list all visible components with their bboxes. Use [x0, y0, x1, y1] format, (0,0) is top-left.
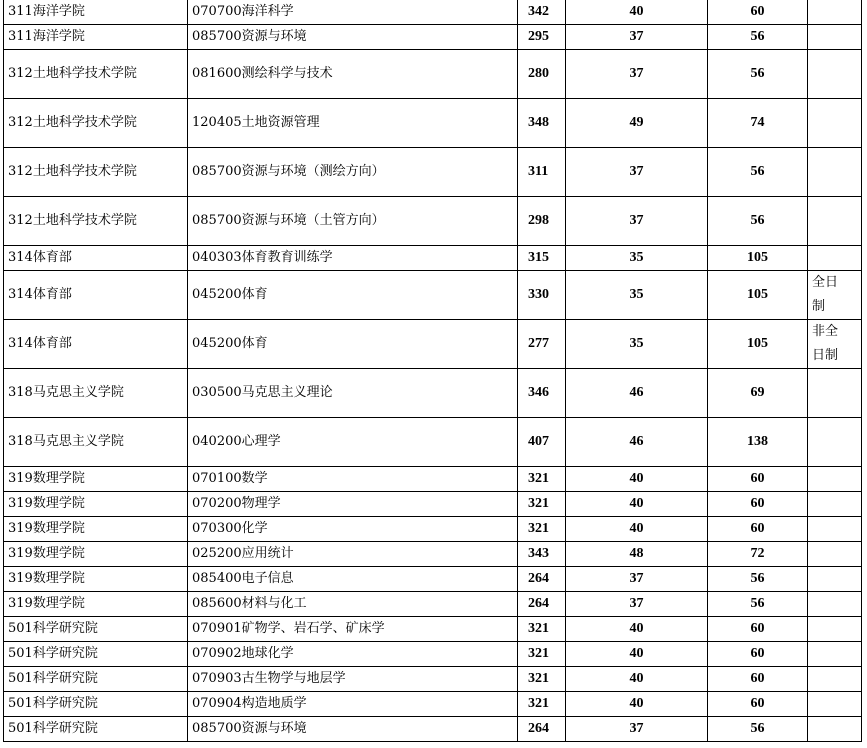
- college-cell: 319数理学院: [4, 467, 188, 492]
- note-cell: [808, 418, 862, 467]
- single-subject-score-150-cell: 56: [708, 25, 808, 50]
- table-row: [4, 246, 862, 271]
- single-subject-score-100-cell: 48: [566, 542, 708, 567]
- single-subject-score-150-cell: 56: [708, 717, 808, 742]
- total-score-cell: 321: [518, 467, 566, 492]
- major-cell: 045200体育: [188, 320, 518, 369]
- total-score-cell: 330: [518, 271, 566, 320]
- total-score-cell: 321: [518, 517, 566, 542]
- major-cell: 025200应用统计: [188, 542, 518, 567]
- major-cell: 070902地球化学: [188, 642, 518, 667]
- note-cell: [808, 617, 862, 642]
- total-score-cell: 321: [518, 667, 566, 692]
- note-cell: [808, 148, 862, 197]
- single-subject-score-150-cell: 60: [708, 642, 808, 667]
- college-cell: 318马克思主义学院: [4, 369, 188, 418]
- major-cell: 070100数学: [188, 467, 518, 492]
- total-score-cell: 295: [518, 25, 566, 50]
- college-cell: 501科学研究院: [4, 667, 188, 692]
- table-row: [4, 617, 862, 642]
- table-row: [4, 642, 862, 667]
- note-cell: [808, 542, 862, 567]
- college-cell: 319数理学院: [4, 592, 188, 617]
- total-score-cell: 321: [518, 692, 566, 717]
- table-row: [4, 25, 862, 50]
- note-cell: [808, 246, 862, 271]
- major-cell: 040200心理学: [188, 418, 518, 467]
- college-cell: 312土地科学技术学院: [4, 99, 188, 148]
- total-score-cell: 321: [518, 492, 566, 517]
- table-row: [4, 99, 862, 148]
- single-subject-score-150-cell: 60: [708, 517, 808, 542]
- single-subject-score-150-cell: 60: [708, 0, 808, 25]
- total-score-cell: 342: [518, 0, 566, 25]
- single-subject-score-100-cell: 35: [566, 246, 708, 271]
- college-cell: 501科学研究院: [4, 642, 188, 667]
- note-cell: [808, 197, 862, 246]
- total-score-cell: 264: [518, 717, 566, 742]
- total-score-cell: 264: [518, 567, 566, 592]
- college-cell: 312土地科学技术学院: [4, 197, 188, 246]
- note-cell: 非全日制: [808, 320, 862, 369]
- college-cell: 314体育部: [4, 320, 188, 369]
- major-cell: 070300化学: [188, 517, 518, 542]
- total-score-cell: 346: [518, 369, 566, 418]
- college-cell: 314体育部: [4, 246, 188, 271]
- single-subject-score-150-cell: 56: [708, 197, 808, 246]
- single-subject-score-100-cell: 37: [566, 592, 708, 617]
- college-cell: 319数理学院: [4, 517, 188, 542]
- total-score-cell: 264: [518, 592, 566, 617]
- single-subject-score-150-cell: 56: [708, 148, 808, 197]
- single-subject-score-150-cell: 56: [708, 567, 808, 592]
- single-subject-score-100-cell: 40: [566, 0, 708, 25]
- single-subject-score-100-cell: 40: [566, 642, 708, 667]
- major-cell: 070903古生物学与地层学: [188, 667, 518, 692]
- single-subject-score-150-cell: 60: [708, 667, 808, 692]
- single-subject-score-100-cell: 49: [566, 99, 708, 148]
- note-cell: [808, 25, 862, 50]
- note-cell: [808, 692, 862, 717]
- total-score-cell: 298: [518, 197, 566, 246]
- total-score-cell: 321: [518, 642, 566, 667]
- major-cell: 030500马克思主义理论: [188, 369, 518, 418]
- table-row: [4, 0, 862, 25]
- college-cell: 319数理学院: [4, 492, 188, 517]
- single-subject-score-150-cell: 105: [708, 246, 808, 271]
- score-line-table: [3, 0, 862, 742]
- college-cell: 312土地科学技术学院: [4, 50, 188, 99]
- note-cell: [808, 642, 862, 667]
- single-subject-score-150-cell: 72: [708, 542, 808, 567]
- single-subject-score-150-cell: 105: [708, 320, 808, 369]
- single-subject-score-150-cell: 105: [708, 271, 808, 320]
- total-score-cell: 315: [518, 246, 566, 271]
- single-subject-score-100-cell: 37: [566, 25, 708, 50]
- table-row: [4, 148, 862, 197]
- major-cell: 070904构造地质学: [188, 692, 518, 717]
- total-score-cell: 343: [518, 542, 566, 567]
- single-subject-score-100-cell: 37: [566, 50, 708, 99]
- table-row: [4, 542, 862, 567]
- total-score-cell: 280: [518, 50, 566, 99]
- college-cell: 319数理学院: [4, 567, 188, 592]
- note-cell: [808, 50, 862, 99]
- college-cell: 314体育部: [4, 271, 188, 320]
- single-subject-score-100-cell: 37: [566, 148, 708, 197]
- note-cell: [808, 99, 862, 148]
- table-row: [4, 592, 862, 617]
- single-subject-score-150-cell: 60: [708, 467, 808, 492]
- note-cell: [808, 467, 862, 492]
- major-cell: 085700资源与环境: [188, 25, 518, 50]
- single-subject-score-150-cell: 56: [708, 50, 808, 99]
- table-row: [4, 517, 862, 542]
- note-cell: [808, 717, 862, 742]
- single-subject-score-100-cell: 46: [566, 418, 708, 467]
- table-row: [4, 667, 862, 692]
- table-row: [4, 567, 862, 592]
- college-cell: 318马克思主义学院: [4, 418, 188, 467]
- college-cell: 501科学研究院: [4, 717, 188, 742]
- major-cell: 085600材料与化工: [188, 592, 518, 617]
- single-subject-score-150-cell: 60: [708, 617, 808, 642]
- single-subject-score-100-cell: 35: [566, 320, 708, 369]
- table-row: [4, 492, 862, 517]
- note-cell: 全日制: [808, 271, 862, 320]
- single-subject-score-100-cell: 40: [566, 517, 708, 542]
- major-cell: 120405土地资源管理: [188, 99, 518, 148]
- single-subject-score-100-cell: 40: [566, 617, 708, 642]
- note-cell: [808, 667, 862, 692]
- college-cell: 311海洋学院: [4, 25, 188, 50]
- single-subject-score-100-cell: 37: [566, 197, 708, 246]
- table-row: [4, 50, 862, 99]
- table-row: [4, 717, 862, 742]
- major-cell: 045200体育: [188, 271, 518, 320]
- major-cell: 085700资源与环境（测绘方向）: [188, 148, 518, 197]
- table-row: [4, 692, 862, 717]
- college-cell: 319数理学院: [4, 542, 188, 567]
- note-cell: [808, 492, 862, 517]
- single-subject-score-150-cell: 60: [708, 492, 808, 517]
- major-cell: 081600测绘科学与技术: [188, 50, 518, 99]
- college-cell: 311海洋学院: [4, 0, 188, 25]
- college-cell: 312土地科学技术学院: [4, 148, 188, 197]
- total-score-cell: 277: [518, 320, 566, 369]
- total-score-cell: 348: [518, 99, 566, 148]
- table-row: [4, 197, 862, 246]
- table-row: [4, 320, 862, 369]
- table-row: [4, 467, 862, 492]
- college-cell: 501科学研究院: [4, 617, 188, 642]
- single-subject-score-100-cell: 46: [566, 369, 708, 418]
- table-row: [4, 369, 862, 418]
- major-cell: 040303体育教育训练学: [188, 246, 518, 271]
- total-score-cell: 407: [518, 418, 566, 467]
- table-body: [4, 0, 862, 742]
- college-cell: 501科学研究院: [4, 692, 188, 717]
- table-row: [4, 271, 862, 320]
- major-cell: 070700海洋科学: [188, 0, 518, 25]
- major-cell: 085700资源与环境（土管方向）: [188, 197, 518, 246]
- major-cell: 070200物理学: [188, 492, 518, 517]
- single-subject-score-150-cell: 56: [708, 592, 808, 617]
- major-cell: 070901矿物学、岩石学、矿床学: [188, 617, 518, 642]
- note-cell: [808, 369, 862, 418]
- single-subject-score-150-cell: 74: [708, 99, 808, 148]
- major-cell: 085700资源与环境: [188, 717, 518, 742]
- single-subject-score-100-cell: 40: [566, 492, 708, 517]
- note-cell: [808, 517, 862, 542]
- note-cell: [808, 0, 862, 25]
- total-score-cell: 321: [518, 617, 566, 642]
- single-subject-score-150-cell: 69: [708, 369, 808, 418]
- single-subject-score-100-cell: 40: [566, 667, 708, 692]
- single-subject-score-150-cell: 60: [708, 692, 808, 717]
- major-cell: 085400电子信息: [188, 567, 518, 592]
- single-subject-score-100-cell: 35: [566, 271, 708, 320]
- table-row: [4, 418, 862, 467]
- single-subject-score-150-cell: 138: [708, 418, 808, 467]
- single-subject-score-100-cell: 40: [566, 467, 708, 492]
- single-subject-score-100-cell: 40: [566, 692, 708, 717]
- note-cell: [808, 567, 862, 592]
- note-cell: [808, 592, 862, 617]
- single-subject-score-100-cell: 37: [566, 717, 708, 742]
- total-score-cell: 311: [518, 148, 566, 197]
- single-subject-score-100-cell: 37: [566, 567, 708, 592]
